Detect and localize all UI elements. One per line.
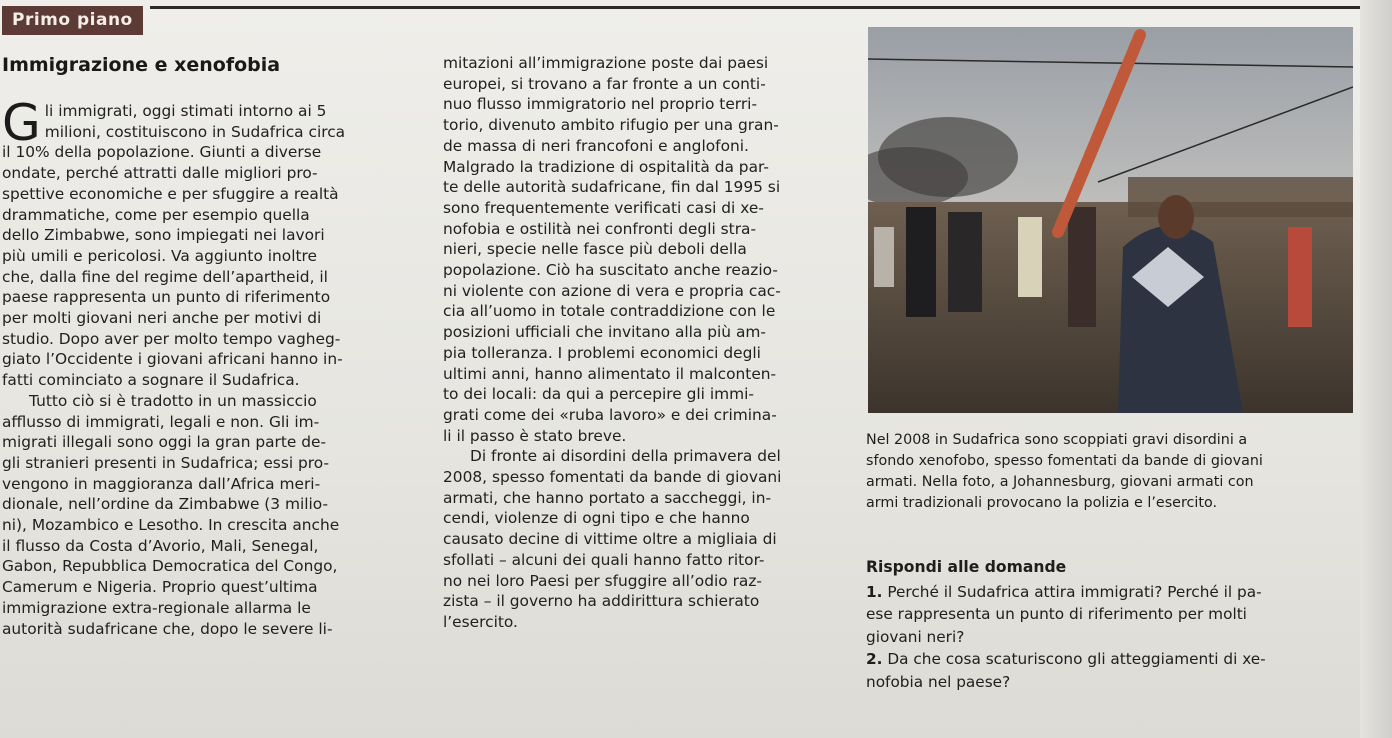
c2-line: Malgrado la tradizione di ospitalità da par- — [443, 157, 769, 176]
c2-line: posizioni ufficiali che invitano alla più am- — [443, 323, 766, 342]
c2-line: nieri, specie nelle fasce più deboli della — [443, 240, 747, 259]
top-rule — [150, 6, 1392, 9]
c1-line: studio. Dopo aver per molto tempo vagheg- — [2, 329, 341, 348]
c2-line: te delle autorità sudafricane, fin dal 1995 si — [443, 178, 781, 197]
c2p2-line: 2008, spesso fomentati da bande di giovani — [443, 468, 782, 487]
c2p2-line: sfollati – alcuni dei quali hanno fatto ritor- — [443, 550, 765, 569]
caption-line: Nel 2008 in Sudafrica sono scoppiati gravi disordini a — [866, 432, 1248, 448]
c2-line: ultimi anni, hanno alimentato il malconten- — [443, 364, 777, 383]
c2-line: de massa di neri francofoni e anglofoni. — [443, 136, 749, 155]
c1-line: che, dalla fine del regime dell’apartheid, il — [2, 267, 328, 286]
c2-line: torio, divenuto ambito rifugio per una gran- — [443, 116, 779, 135]
column-1-paragraph-1 — [2, 94, 427, 391]
person — [1288, 227, 1312, 327]
question-2-number: 2. — [866, 650, 883, 668]
caption-line: armi tradizionali provocano la polizia e l’esercito. — [866, 495, 1217, 511]
c2-line: popolazione. Ciò ha suscitato anche reazio- — [443, 261, 778, 280]
question-2-line: nofobia nel paese? — [866, 672, 1011, 691]
riot-photo — [868, 27, 1353, 413]
column-2 — [443, 53, 857, 633]
caption-line: sfondo xenofobo, spesso fomentati da bande di giovani — [866, 453, 1263, 469]
c1-line: per molti giovani neri anche per motivi di — [2, 309, 322, 328]
c2-line: sono frequentemente verificati casi di xe- — [443, 198, 764, 217]
question-1-line: giovani neri? — [866, 627, 965, 646]
c1-line: drammatiche, come per esempio quella — [2, 205, 310, 224]
c2-line: li il passo è stato breve. — [443, 426, 627, 445]
c2-line: to dei locali: da qui a percepire gli immi- — [443, 385, 754, 404]
c1-line: ondate, perché attratti dalle migliori pro- — [2, 164, 318, 183]
c1-line: il 10% della popolazione. Giunti a diverse — [2, 143, 322, 162]
riot-photo-illustration — [868, 27, 1353, 413]
c1p2-line: ni), Mozambico e Lesotho. In crescita anche — [2, 516, 340, 535]
c1p2-line: Tutto ciò si è tradotto in un massiccio — [29, 391, 317, 410]
person — [948, 212, 982, 312]
article-headline: Immigrazione e xenofobia — [2, 54, 281, 76]
man-head — [1158, 195, 1194, 239]
section-label: Primo piano — [2, 6, 143, 35]
column-1-paragraph-2 — [2, 391, 427, 639]
c2p2-line: causato decine di vittime oltre a migliaia di — [443, 530, 777, 549]
c2-line: cia all’uomo in totale contraddizione con le — [443, 302, 776, 321]
question-2 — [866, 648, 1356, 693]
c2-line: mitazioni all’immigrazione poste dai paesi — [443, 54, 769, 72]
column-2-paragraph-1 — [443, 53, 857, 446]
c2p2-line: no nei loro Paesi per sfuggire all’odio raz- — [443, 571, 762, 590]
questions-title: Rispondi alle domande — [866, 558, 1067, 576]
person — [874, 227, 894, 287]
c1p2-line: Camerum e Nigeria. Proprio quest’ultima — [2, 578, 318, 597]
c1-line: più umili e pericolosi. Va aggiunto inoltre — [2, 246, 317, 265]
c1p2-line: il flusso da Costa d’Avorio, Mali, Senegal, — [2, 536, 319, 555]
caption-line: armati. Nella foto, a Johannesburg, giovani armati con — [866, 474, 1254, 490]
page-edge — [1360, 0, 1392, 738]
person — [1068, 207, 1096, 327]
question-1-number: 1. — [866, 582, 883, 601]
c2p2-line: armati, che hanno portato a saccheggi, in- — [443, 488, 772, 507]
c1-line: giato l’Occidente i giovani africani hanno in- — [2, 350, 343, 369]
c1p2-line: gli stranieri presenti in Sudafrica; essi pro- — [2, 453, 330, 472]
c2-line: pia tolleranza. I problemi economici degli — [443, 343, 761, 362]
c1-line: paese rappresenta un punto di riferimento — [2, 288, 331, 307]
c1-line: milioni, costituiscono in Sudafrica circa — [44, 122, 346, 141]
c1p2-line: Gabon, Repubblica Democratica del Congo, — [2, 557, 338, 576]
dropcap: G — [2, 94, 41, 152]
person — [906, 207, 936, 317]
person — [1018, 217, 1042, 297]
c1-line: dello Zimbabwe, sono impiegati nei lavori — [2, 226, 325, 245]
c1p2-line: immigrazione extra-regionale allarma le — [2, 598, 311, 617]
c2-line: europei, si trovano a far fronte a un conti- — [443, 74, 766, 93]
c1p2-line: dionale, nell’ordine da Zimbabwe (3 milio- — [2, 495, 329, 514]
question-1-line: ese rappresenta un punto di riferimento per molti — [866, 605, 1247, 623]
column-1 — [2, 94, 427, 639]
ground — [868, 202, 1353, 413]
questions-box — [866, 556, 1356, 693]
c2-line: nuo flusso immigratorio nel proprio terri- — [443, 95, 758, 114]
c1p2-line: autorità sudafricane che, dopo le severe li- — [2, 619, 333, 638]
c2-line: ni violente con azione di vera e propria cac- — [443, 281, 781, 300]
c2-line: grati come dei «ruba lavoro» e dei crimina- — [443, 405, 777, 424]
column-2-paragraph-2 — [443, 446, 857, 632]
question-2-line: Da che cosa scaturiscono gli atteggiamenti di xe- — [887, 650, 1266, 668]
c1p2-line: migrati illegali sono oggi la gran parte de- — [2, 433, 327, 452]
c2-line: nofobia e ostilità nei confronti degli stra- — [443, 219, 757, 238]
c1p2-line: vengono in maggioranza dall’Africa meri- — [2, 474, 321, 493]
c1-line: fatti cominciato a sognare il Sudafrica. — [2, 371, 300, 390]
c2p2-line: zista – il governo ha addirittura schierato — [443, 592, 760, 611]
c1-line: spettive economiche e per sfuggire a realtà — [2, 184, 339, 203]
photo-caption — [866, 430, 1346, 514]
c1p2-line: afflusso di immigrati, legali e non. Gli im- — [2, 412, 320, 431]
c2p2-line: l’esercito. — [443, 612, 518, 631]
c1-line: li immigrati, oggi stimati intorno ai 5 — [44, 102, 327, 120]
question-1-line: Perché il Sudafrica attira immigrati? Perché il pa- — [887, 582, 1262, 601]
c2p2-line: cendi, violenze di ogni tipo e che hanno — [443, 509, 750, 528]
question-1 — [866, 581, 1356, 649]
c2p2-line: Di fronte ai disordini della primavera del — [470, 447, 781, 466]
